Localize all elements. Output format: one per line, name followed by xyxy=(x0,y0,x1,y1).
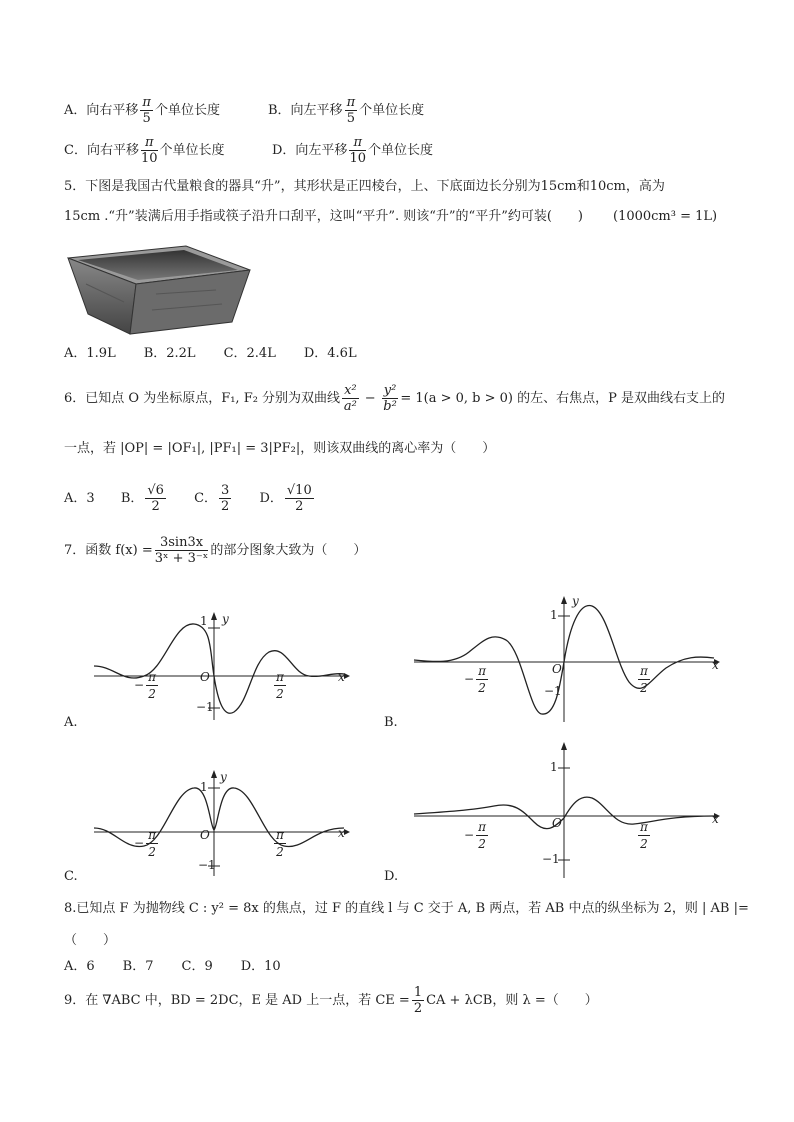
q6-option-b: B． $\frac{√6}{2}$ xyxy=(120,483,164,514)
q6-option-d: D． $\frac{√10}{2}$ xyxy=(259,483,312,514)
graph-b-half-pi: $\frac{\pi}{2}$ xyxy=(640,664,648,695)
q4-option-d: D．向左平移 $\frac{\pi}{10}$ 个单位长度 xyxy=(272,135,433,166)
q5-stem-line2: 15cm .“升”装满后用手指或筷子沿升口刮平，这叫“平升”. 则该“升”的“平升”约可装( ) (1000cm³ = 1L) xyxy=(64,209,718,224)
graph-c-half-pi: $\frac{\pi}{2}$ xyxy=(276,828,284,859)
q5-option-a: A．1.9L xyxy=(64,346,116,361)
graph-c-neg-one: −1 xyxy=(198,858,216,872)
q4-option-b: B．向左平移 $\frac{\pi}{5}$ 个单位长度 xyxy=(268,95,425,126)
graph-a-y-label: y xyxy=(222,612,229,626)
q5-stem-line1: 5．下图是我国古代量粮食的器具“升”，其形状是正四棱台，上、下底面边长分别为15cm和10cm，高为 xyxy=(64,179,665,194)
graph-d-x-label: x xyxy=(712,812,719,826)
graph-b-neg-one: −1 xyxy=(544,684,562,698)
q5-option-d: D．4.6L xyxy=(303,346,357,361)
graph-d-origin: O xyxy=(552,816,562,830)
q9-stem: 9．在 ∇ABC 中，BD = 2DC，E 是 AD 上一点，若 CE = $\frac{1}{2}$ CA + λCB，则 λ =（ ） xyxy=(64,985,598,1016)
graph-d-one: 1 xyxy=(550,760,558,774)
graph-c-neg-half-pi: − $\frac{\pi}{2}$ xyxy=(134,828,156,859)
graph-a-option-label: A. xyxy=(64,715,78,730)
graph-b-option-label: B. xyxy=(384,715,398,730)
graph-option-a xyxy=(94,612,354,726)
graph-option-b xyxy=(414,594,724,728)
q8-option-a: A．6 xyxy=(64,959,95,974)
q6-stem-line2: 一点，若 |OP| = |OF₁|, |PF₁| = 3|PF₂|，则该双曲线的离心率为（ ） xyxy=(64,441,496,456)
q7-stem: 7．函数 f(x) = $\frac{3\sin 3x}{\text{3ˣ + 3⁻ˣ}}$ 的部分图象大致为（ ） xyxy=(64,535,367,566)
q8-options xyxy=(64,960,309,973)
graph-b-neg-half-pi: − $\frac{\pi}{2}$ xyxy=(464,664,486,695)
graph-c-x-label: x xyxy=(338,826,345,840)
graph-d-half-pi: $\frac{\pi}{2}$ xyxy=(640,820,648,851)
graph-c-y-label: y xyxy=(220,770,227,784)
q6-options xyxy=(64,484,316,513)
graph-a-x-label: x xyxy=(338,670,345,684)
q4-option-c: C．向右平移 $\frac{\pi}{10}$ 个单位长度 xyxy=(64,135,225,166)
graph-b-x-label: x xyxy=(712,658,719,672)
q4-option-a: A．向右平移 $\frac{\pi}{5}$ 个单位长度 xyxy=(64,95,220,126)
graph-option-c xyxy=(94,770,354,884)
q8-stem-line1: 8.已知点 F 为抛物线 C : y² = 8x 的焦点，过 F 的直线 l 与 C 交于 A, B 两点，若 AB 中点的纵坐标为 2，则 | AB |= xyxy=(64,901,749,916)
q5-unit-note: (1000cm³ = 1L) xyxy=(613,209,718,224)
q8-option-b: B．7 xyxy=(122,959,154,974)
graph-a-one: 1 xyxy=(200,614,208,628)
graph-b-origin: O xyxy=(552,662,562,676)
graph-a-half-pi: $\frac{\pi}{2}$ xyxy=(276,670,284,701)
graph-a-origin: O xyxy=(200,670,210,684)
graph-d-neg-one: −1 xyxy=(542,852,560,866)
graph-a-neg-one: −1 xyxy=(196,700,214,714)
q8-stem-line2: （ ） xyxy=(64,933,117,948)
q5-option-c: C．2.4L xyxy=(223,346,276,361)
graph-d-option-label: D. xyxy=(384,869,399,884)
graph-b-one: 1 xyxy=(550,608,558,622)
graph-option-d xyxy=(414,740,724,884)
graph-b-y-label: y xyxy=(572,594,579,608)
graph-d-neg-half-pi: − $\frac{\pi}{2}$ xyxy=(464,820,486,851)
graph-c-origin: O xyxy=(200,828,210,842)
q6-option-a: A．3 xyxy=(64,491,95,506)
q6-option-c: C． $\frac{3}{2}$ xyxy=(194,483,230,514)
sheng-photo xyxy=(66,244,252,336)
q5-options xyxy=(64,347,385,360)
q8-option-c: C．9 xyxy=(181,959,213,974)
graph-c-option-label: C. xyxy=(64,869,78,884)
q6-stem-line1: 6．已知点 O 为坐标原点，F₁, F₂ 分别为双曲线 $\frac{\text{x²}}{\text{a²}}$ − $\frac{\text{y²}}{\text{b²}}$ = 1(a > 0, b > 0) 的左、右焦点，P 是双曲线右支上的 xyxy=(64,383,725,414)
graph-a-neg-half-pi: − $\frac{\pi}{2}$ xyxy=(134,670,156,701)
q5-option-b: B．2.2L xyxy=(143,346,196,361)
graph-c-one: 1 xyxy=(200,780,208,794)
q8-option-d: D．10 xyxy=(240,959,281,974)
